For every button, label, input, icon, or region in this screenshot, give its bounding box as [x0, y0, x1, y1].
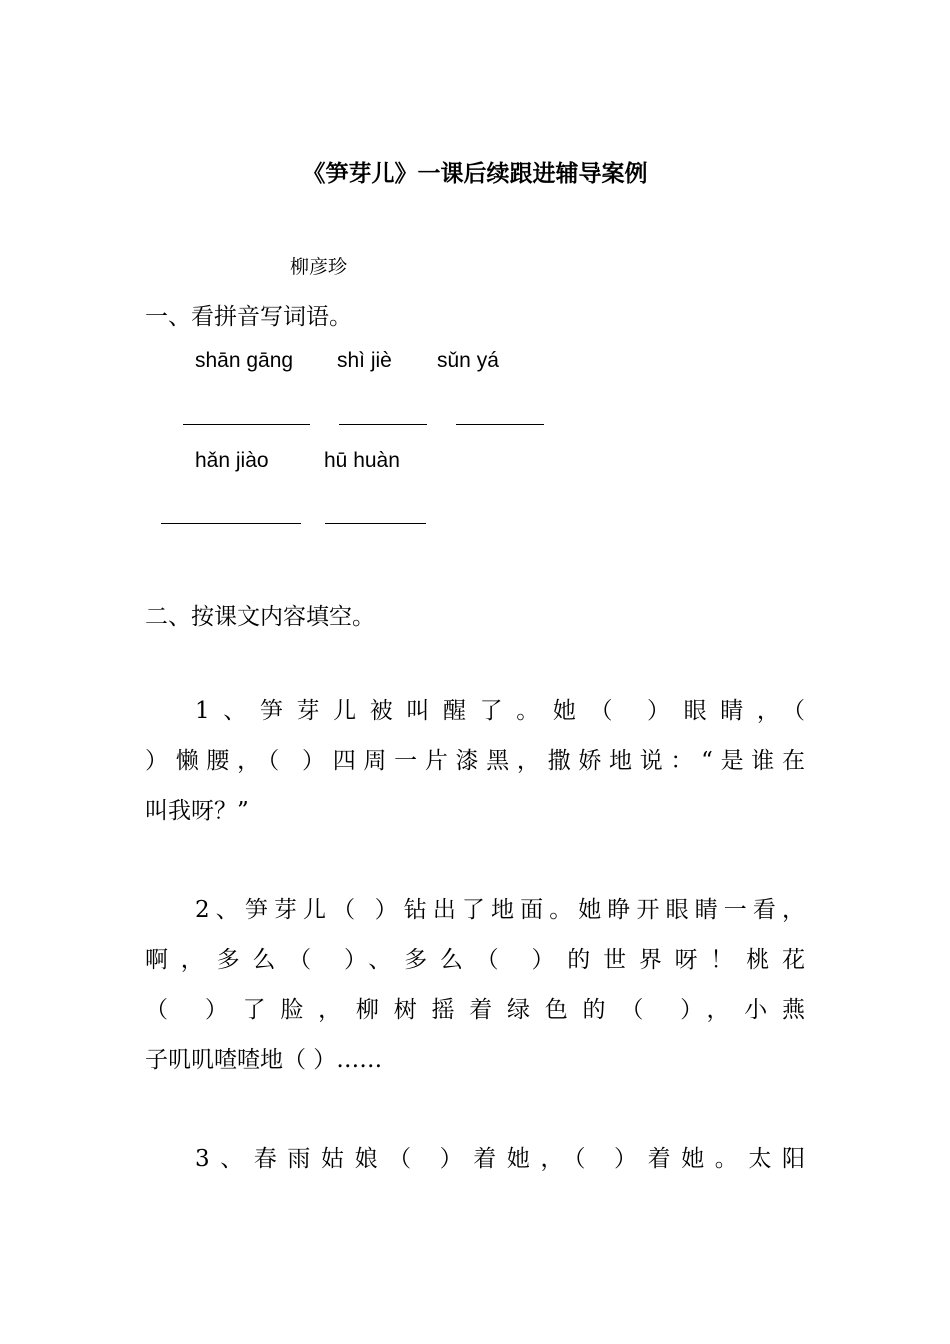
- question-1: [145, 686, 805, 836]
- question-line: 1、笋芽儿被叫醒了。她（ ）眼睛，（: [195, 698, 805, 724]
- pinyin-item: hū huàn: [324, 449, 400, 472]
- pinyin-item: shì jiè: [337, 349, 392, 372]
- author-name: 柳彦珍: [290, 256, 348, 278]
- answer-blank[interactable]: [339, 424, 427, 425]
- section1-heading: 一、看拼音写词语。: [145, 304, 352, 330]
- question-line: ）懒腰，（ ）四周一片漆黑，撒娇地说：“是谁在: [145, 748, 805, 774]
- question-line: （ ）了脸，柳树摇着绿色的（ ），小燕: [145, 997, 805, 1023]
- answer-blank[interactable]: [456, 424, 544, 425]
- pinyin-item: hǎn jiào: [195, 449, 269, 472]
- question-line: 啊，多么（ ）、多么（ ）的世界呀！桃花: [145, 947, 805, 973]
- question-line: 子叽叽喳喳地（ ）……: [145, 1047, 383, 1073]
- section2-heading: 二、按课文内容填空。: [145, 604, 375, 630]
- page-title: 《笋芽儿》一课后续跟进辅导案例: [302, 161, 648, 187]
- answer-blank[interactable]: [325, 523, 426, 524]
- answer-blank[interactable]: [161, 523, 301, 524]
- answer-blank[interactable]: [183, 424, 310, 425]
- pinyin-item: sǔn yá: [437, 349, 499, 372]
- question-3: [145, 1134, 805, 1184]
- question-line: 叫我呀？”: [145, 798, 249, 824]
- question-line: 2、笋芽儿（ ）钻出了地面。她睁开眼睛一看，: [195, 897, 805, 923]
- pinyin-item: shān gāng: [195, 349, 294, 372]
- question-line: 3、春雨姑娘（ ）着她，（ ）着她。太阳: [195, 1146, 805, 1172]
- question-2: [145, 885, 805, 1085]
